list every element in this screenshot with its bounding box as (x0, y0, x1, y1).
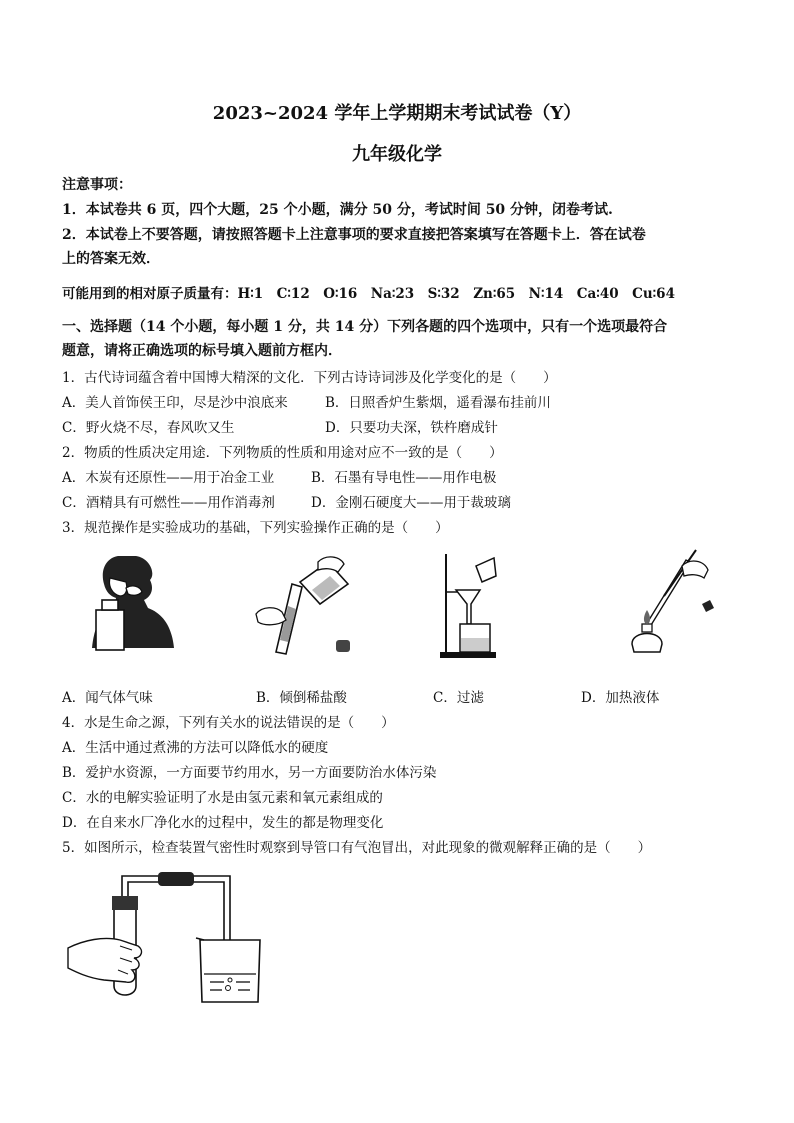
q4-option-a: A．生活中通过煮沸的方法可以降低水的硬度 (62, 740, 329, 756)
section1-heading-line2: 题意，请将正确选项的标号填入题前方框内． (62, 343, 342, 359)
q3-option-a: A．闻气体气味 (62, 690, 153, 706)
q1-option-c: C．野火烧不尽，春风吹又生 (62, 420, 235, 436)
q5-stem: 5．如图所示，检查装置气密性时观察到导管口有气泡冒出，对此现象的微观解释正确的是（ ） (62, 840, 652, 856)
q1-stem: 1．古代诗词蕴含着中国博大精深的文化．下列古诗诗词涉及化学变化的是（ ） (62, 370, 557, 386)
exam-title: 2023~2024 学年上学期期末考试试卷（Y） (212, 103, 582, 124)
q4-option-d: D．在自来水厂净化水的过程中，发生的都是物理变化 (62, 815, 384, 831)
q2-option-a: A．木炭有还原性——用于冶金工业 (62, 470, 275, 486)
section1-heading-line1: 一、选择题（14 个小题，每小题 1 分，共 14 分）下列各题的四个选项中，只有一个选项最符合 (62, 319, 668, 335)
q4-option-b: B．爱护水资源，一方面要节约用水，另一方面要防治水体污染 (62, 765, 437, 781)
filtration-illustration (438, 552, 498, 660)
airtightness-apparatus-illustration (64, 866, 270, 1010)
q2-stem: 2．物质的性质决定用途．下列物质的性质和用途对应不一致的是（ ） (62, 445, 503, 461)
q4-option-c: C．水的电解实验证明了水是由氢元素和氧元素组成的 (62, 790, 383, 806)
notes-item-2-line2: 上的答案无效． (62, 251, 160, 267)
q4-stem: 4．水是生命之源，下列有关水的说法错误的是（ ） (62, 715, 395, 731)
q2-option-c: C．酒精具有可燃性——用作消毒剂 (62, 495, 275, 511)
exam-subtitle: 九年级化学 (352, 144, 442, 165)
smell-gas-illustration (88, 548, 180, 658)
q3-stem: 3．规范操作是实验成功的基础，下列实验操作正确的是（ ） (62, 520, 449, 536)
q3-option-b: B．倾倒稀盐酸 (256, 690, 347, 706)
q3-option-c: C．过滤 (433, 690, 484, 706)
q1-option-d: D．只要功夫深，铁杵磨成针 (325, 420, 498, 436)
notes-item-2-line1: 2．本试卷上不要答题，请按照答题卡上注意事项的要求直接把答案填写在答题卡上．答在试卷 (62, 227, 646, 243)
q1-option-b: B．日照香炉生紫烟，遥看瀑布挂前川 (325, 395, 551, 411)
atomic-masses: 可能用到的相对原子质量有：H∶1 C∶12 O∶16 Na∶23 S∶32 Zn∶65 N∶14 Ca∶40 Cu∶64 (62, 286, 675, 302)
q3-option-d: D．加热液体 (581, 690, 660, 706)
pour-acid-illustration (248, 554, 358, 659)
notes-heading: 注意事项： (62, 177, 132, 193)
q2-option-d: D．金刚石硬度大——用于裁玻璃 (311, 495, 511, 511)
q2-option-b: B．石墨有导电性——用作电极 (311, 470, 497, 486)
notes-item-1: 1．本试卷共 6 页，四个大题，25 个小题，满分 50 分，考试时间 50 分钟，闭卷考试. (62, 202, 613, 218)
heat-liquid-illustration (624, 548, 720, 658)
q1-option-a: A．美人首饰侯王印，尽是沙中浪底来 (62, 395, 288, 411)
